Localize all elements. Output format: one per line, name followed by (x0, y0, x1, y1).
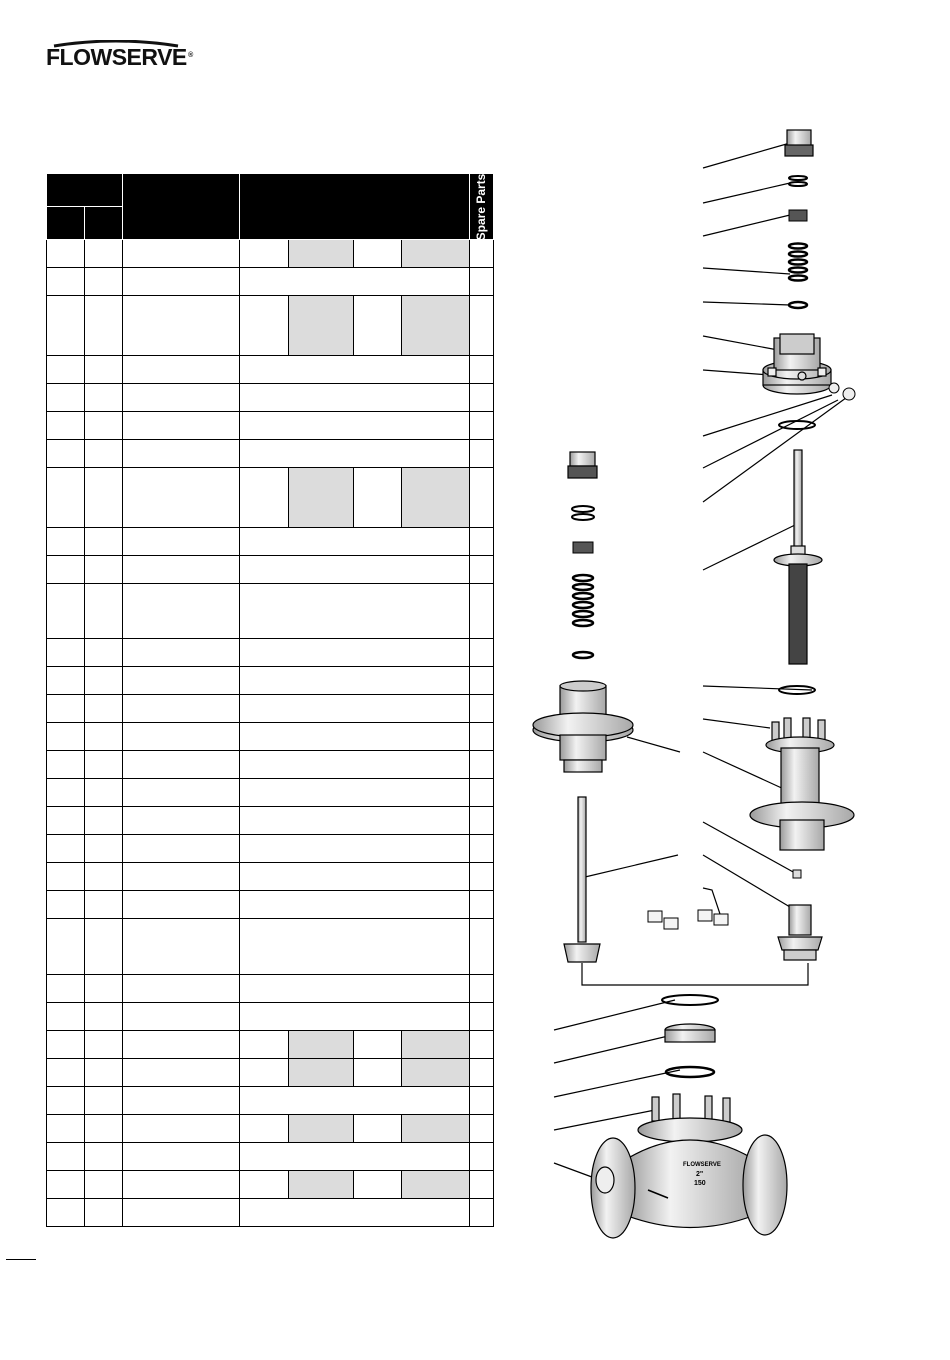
packing-rings-part-icon (789, 244, 807, 281)
valve-body-brand-text: FLOWSERVE (683, 1162, 721, 1168)
bonnet-left-part-icon (533, 681, 633, 772)
bonnet-flanged-part-icon (750, 718, 854, 850)
valve-body-rating-text: 150 (694, 1180, 706, 1187)
spare-parts-label: Spare Parts (474, 173, 489, 240)
packing-rings-left-part-icon (573, 575, 593, 626)
seat-ring-part-icon (665, 1024, 715, 1042)
plug-right-part-icon (778, 905, 822, 960)
hex-nuts-part-icon (648, 910, 728, 929)
packing-washer-left-part-icon (573, 652, 593, 658)
registered-mark: ® (188, 52, 193, 59)
packing-washer-part-icon (789, 302, 807, 308)
stem-left-part-icon (564, 797, 600, 962)
spacer-part-icon (789, 210, 807, 221)
valve-body-size-text: 2" (696, 1171, 704, 1178)
bonnet-upper-part-icon (763, 334, 831, 394)
gland-bushing-part-icon (785, 130, 813, 156)
stem-right-part-icon (774, 450, 822, 664)
nut-small-part-icon (829, 383, 855, 400)
gland-bushing-left-part-icon (568, 452, 597, 478)
retaining-rings-left-part-icon (572, 506, 594, 520)
logo-text: FLOWSERVE (46, 44, 187, 70)
set-screw-part-icon (793, 870, 801, 878)
spacer-left-part-icon (573, 542, 593, 553)
retaining-rings-part-icon (789, 176, 807, 186)
gasket-lower-part-icon (662, 995, 718, 1005)
